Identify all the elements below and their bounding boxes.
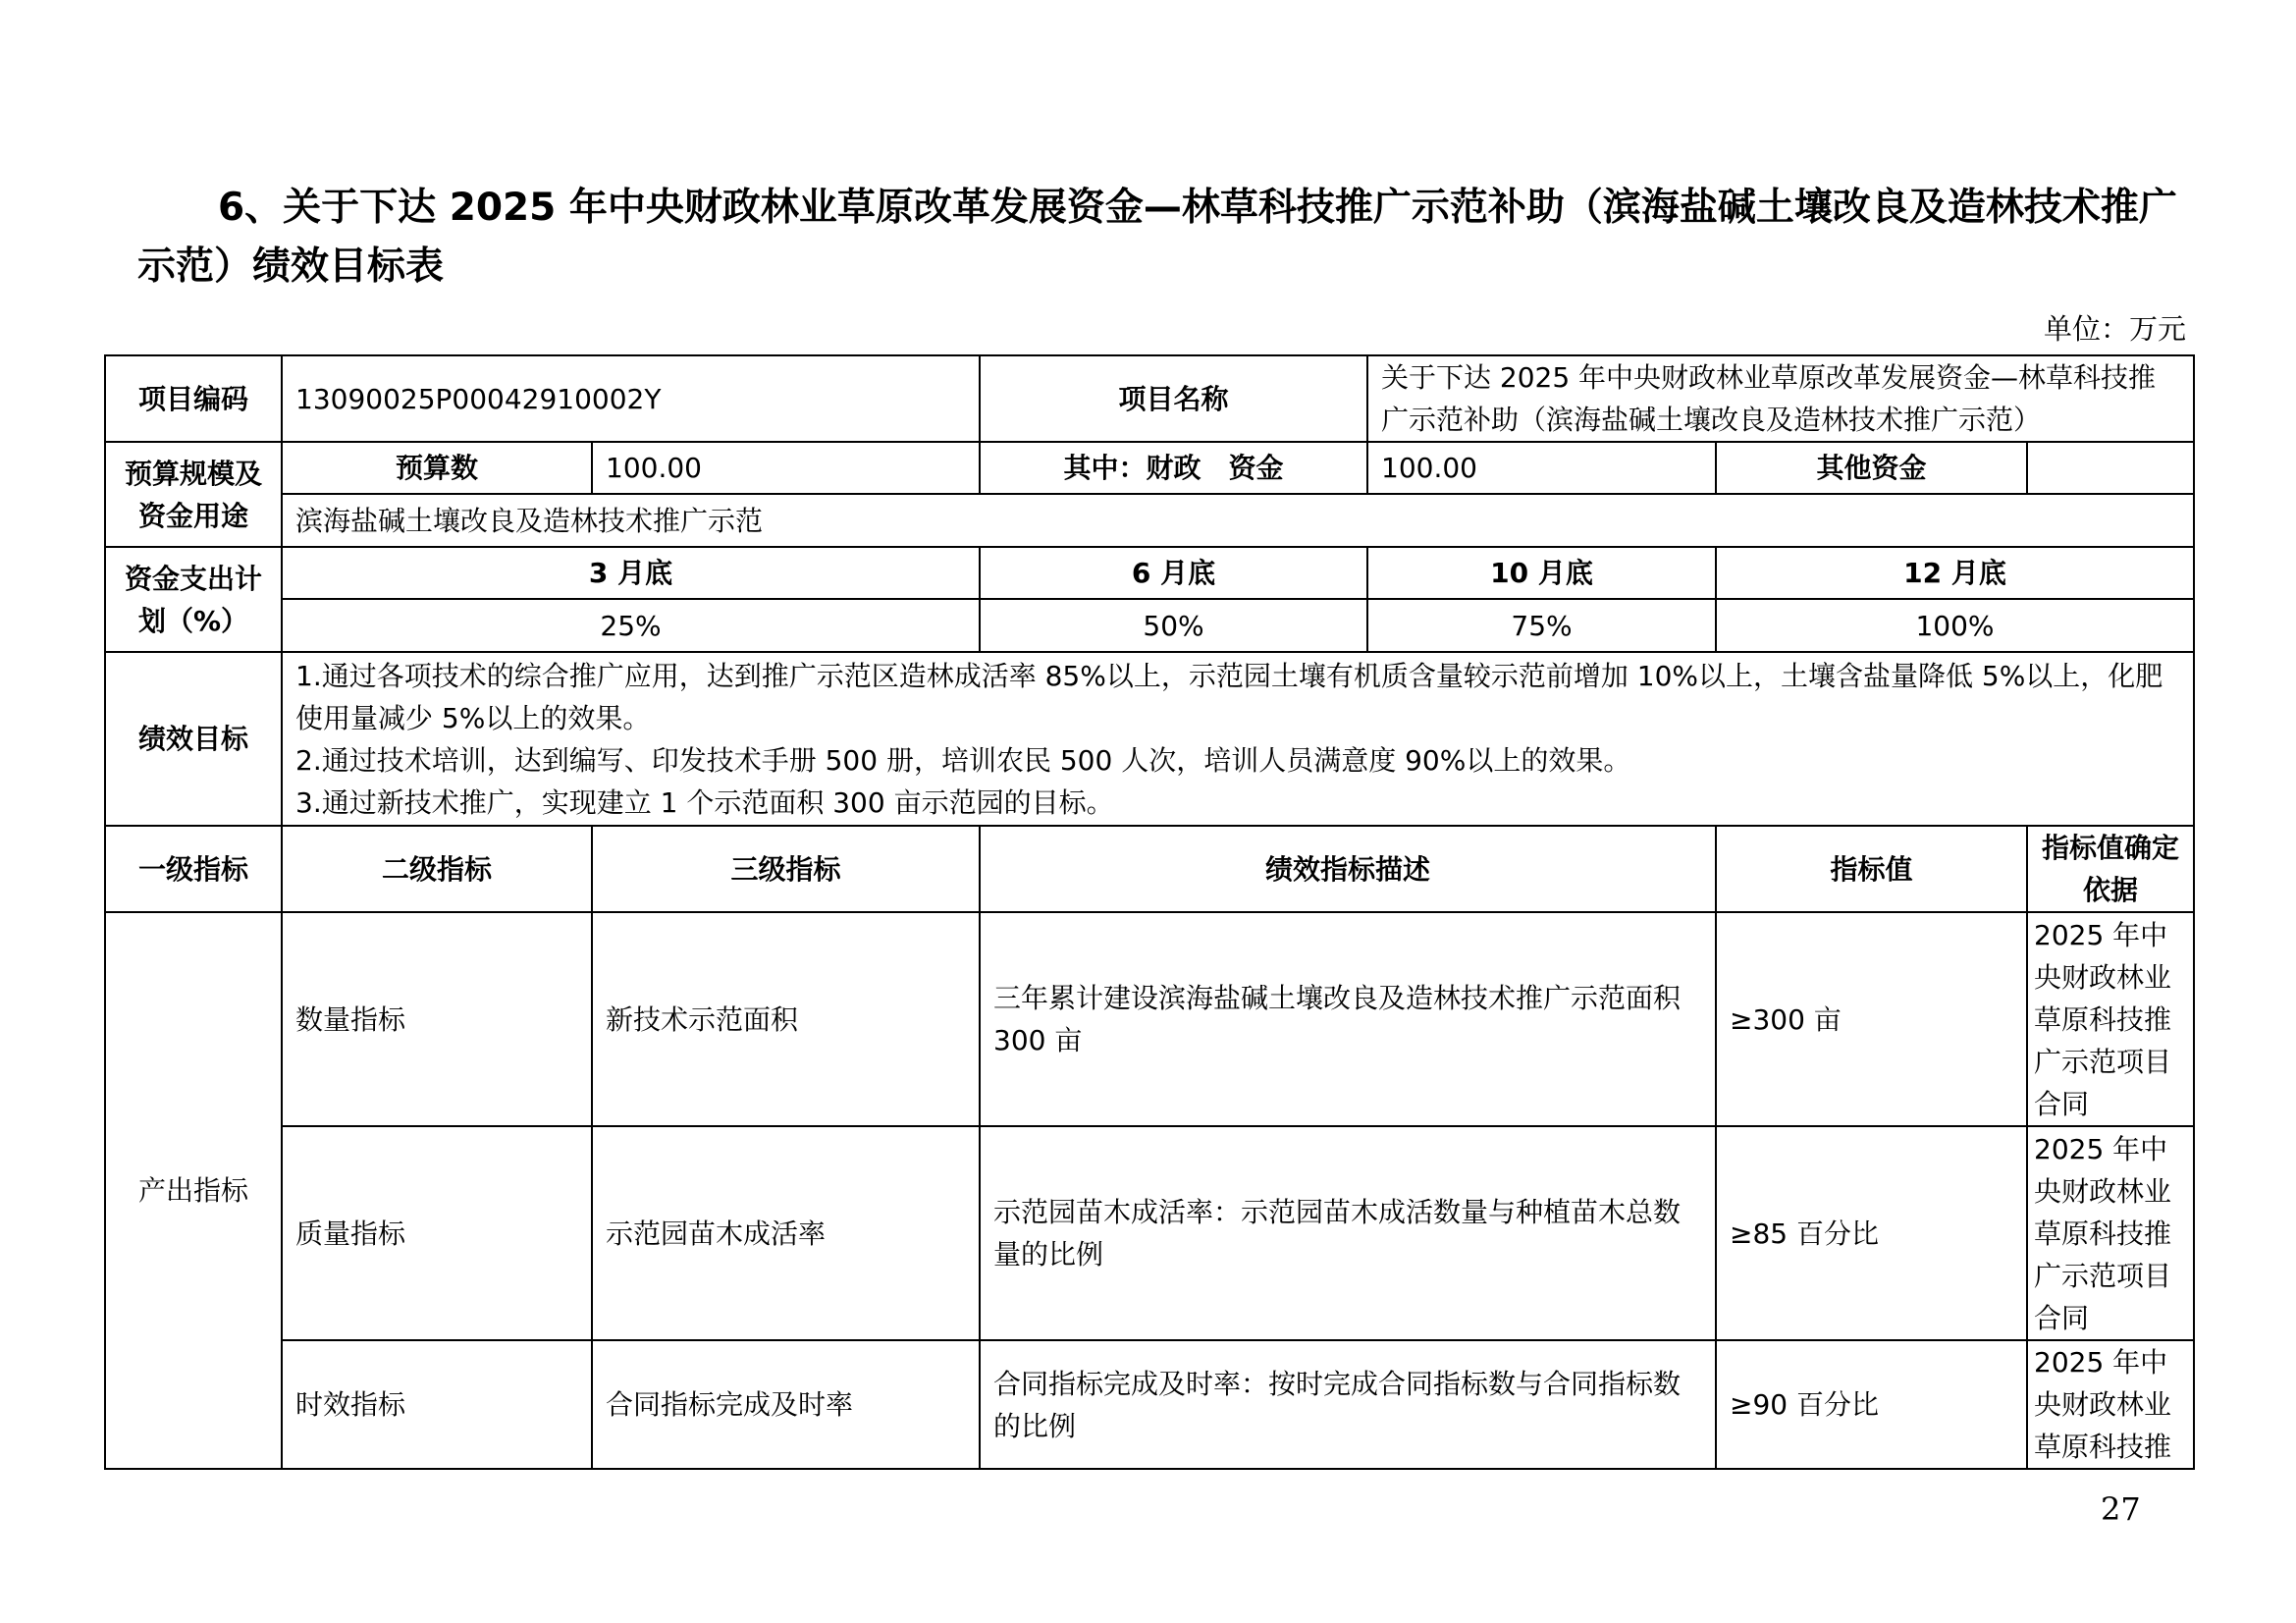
- goals-label: 绩效目标: [105, 652, 282, 826]
- level3-indicator: 示范园苗木成活率: [592, 1126, 980, 1340]
- project-row: [105, 355, 2194, 442]
- level1-indicator: 产出指标: [105, 912, 282, 1469]
- goal-line: 1.通过各项技术的综合推广应用，达到推广示范区造林成活率 85%以上，示范园土壤有机质含量较示范前增加 10%以上，土壤含盐量降低 5%以上，化肥使用量减少 5%以上的效果。: [295, 659, 2163, 734]
- plan-value: 25%: [282, 599, 980, 652]
- goals-text: [282, 652, 2194, 826]
- plan-period-row: [105, 547, 2194, 599]
- table-row: [105, 1126, 2194, 1340]
- level3-indicator: 合同指标完成及时率: [592, 1340, 980, 1469]
- plan-period: 3 月底: [282, 547, 980, 599]
- plan-period: 12 月底: [1716, 547, 2194, 599]
- other-fund-value: [2027, 442, 2194, 494]
- project-name-label: 项目名称: [980, 355, 1367, 442]
- budget-amount-label: 预算数: [282, 442, 592, 494]
- level2-indicator: 质量指标: [282, 1126, 592, 1340]
- plan-value: 50%: [980, 599, 1367, 652]
- budget-row: [105, 442, 2194, 494]
- table-row: [105, 912, 2194, 1126]
- plan-value: 75%: [1367, 599, 1716, 652]
- usage-row: [105, 494, 2194, 547]
- performance-table: [104, 354, 2195, 1470]
- fiscal-fund-value: 100.00: [1367, 442, 1716, 494]
- title-line-2: 示范）绩效目标表: [137, 244, 445, 289]
- plan-period: 6 月底: [980, 547, 1367, 599]
- title-line-1: 6、关于下达 2025 年中央财政林业草原改革发展资金—林草科技推广示范补助（滨海盐碱土壤改良及造林技术推广: [218, 186, 2177, 230]
- project-name-value: 关于下达 2025 年中央财政林业草原改革发展资金—林草科技推广示范补助（滨海盐碱土壤改良及造林技术推广示范）: [1367, 355, 2194, 442]
- fund-usage-value: 滨海盐碱土壤改良及造林技术推广示范: [282, 494, 2194, 547]
- level2-indicator: 时效指标: [282, 1340, 592, 1469]
- page-number: 27: [2101, 1490, 2141, 1528]
- table-row: [105, 1340, 2194, 1469]
- indicator-basis: 2025 年中央财政林业草原科技推广示范项目合同: [2027, 912, 2194, 1126]
- project-code-label: 项目编码: [105, 355, 282, 442]
- indicator-value: ≥300 亩: [1716, 912, 2027, 1126]
- col-header: 指标值: [1716, 826, 2027, 912]
- goal-line: 3.通过新技术推广，实现建立 1 个示范面积 300 亩示范园的目标。: [295, 785, 1114, 819]
- budget-amount-value: 100.00: [592, 442, 980, 494]
- level3-indicator: 新技术示范面积: [592, 912, 980, 1126]
- col-header: 一级指标: [105, 826, 282, 912]
- indicator-description: 示范园苗木成活率：示范园苗木成活数量与种植苗木总数量的比例: [980, 1126, 1716, 1340]
- col-header: 绩效指标描述: [980, 826, 1716, 912]
- other-fund-label: 其他资金: [1716, 442, 2027, 494]
- budget-usage-label: 预算规模及资金用途: [105, 442, 282, 547]
- indicator-basis: 2025 年中央财政林业草原科技推: [2027, 1340, 2194, 1469]
- indicator-description: 合同指标完成及时率：按时完成合同指标数与合同指标数的比例: [980, 1340, 1716, 1469]
- goal-line: 2.通过技术培训，达到编写、印发技术手册 500 册，培训农民 500 人次，培训人员满意度 90%以上的效果。: [295, 743, 1631, 777]
- indicator-header-row: [105, 826, 2194, 912]
- page-title: [137, 179, 2179, 297]
- plan-label: 资金支出计划（%）: [105, 547, 282, 652]
- indicator-value: ≥85 百分比: [1716, 1126, 2027, 1340]
- plan-value-row: [105, 599, 2194, 652]
- goals-row: [105, 652, 2194, 826]
- col-header: 二级指标: [282, 826, 592, 912]
- plan-value: 100%: [1716, 599, 2194, 652]
- col-header: 指标值确定依据: [2027, 826, 2194, 912]
- indicator-value: ≥90 百分比: [1716, 1340, 2027, 1469]
- fiscal-fund-label: 其中：财政 资金: [980, 442, 1367, 494]
- col-header: 三级指标: [592, 826, 980, 912]
- level2-indicator: 数量指标: [282, 912, 592, 1126]
- indicator-description: 三年累计建设滨海盐碱土壤改良及造林技术推广示范面积 300 亩: [980, 912, 1716, 1126]
- indicator-basis: 2025 年中央财政林业草原科技推广示范项目合同: [2027, 1126, 2194, 1340]
- plan-period: 10 月底: [1367, 547, 1716, 599]
- unit-label: 单位：万元: [2043, 312, 2186, 346]
- project-code-value: 13090025P00042910002Y: [282, 355, 980, 442]
